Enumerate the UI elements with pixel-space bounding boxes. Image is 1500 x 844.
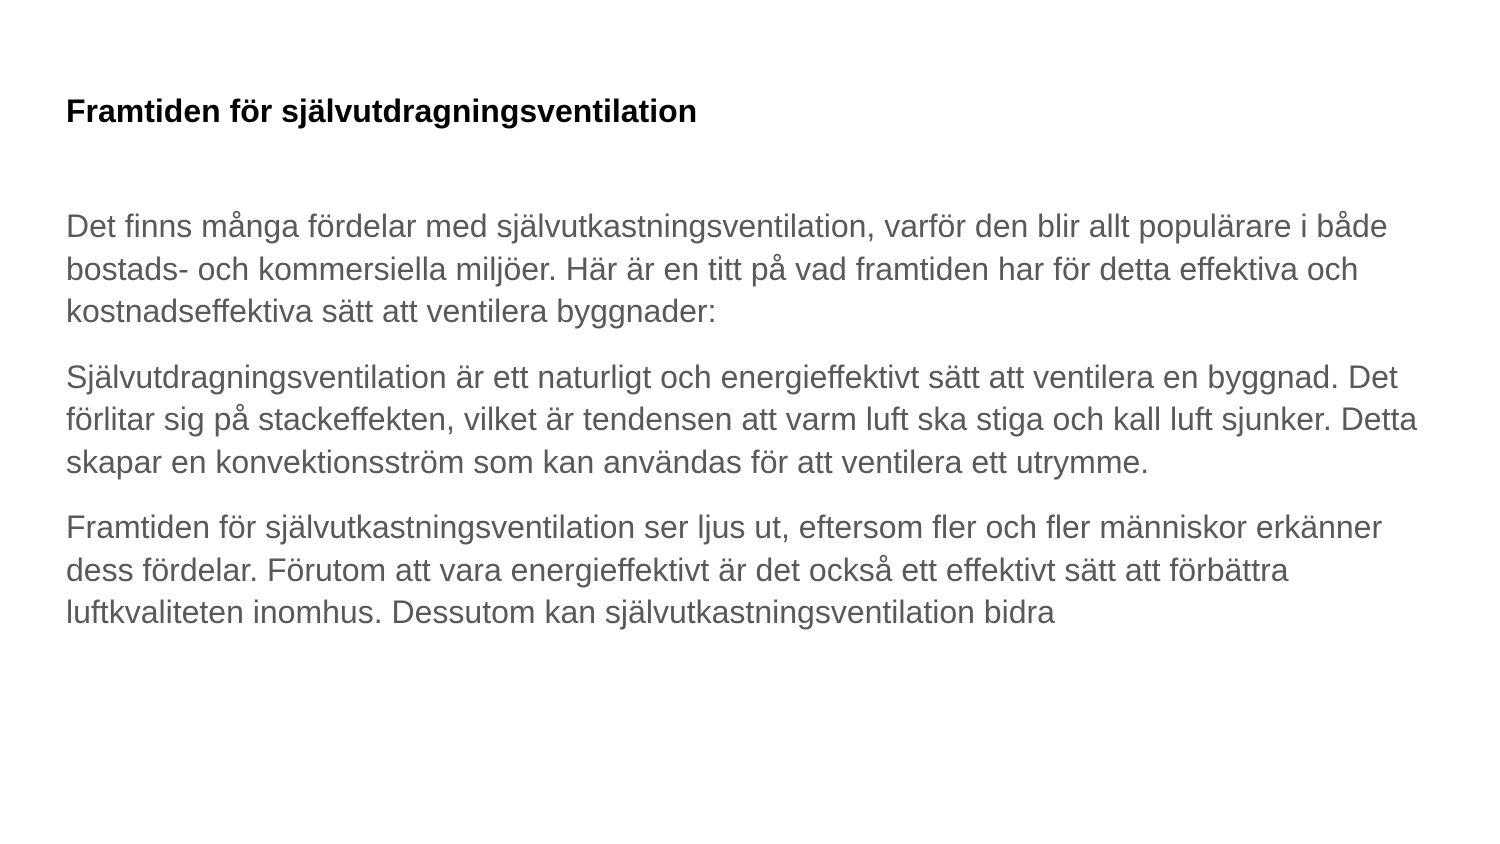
slide-title: Framtiden för självutdragningsventilation bbox=[66, 93, 698, 129]
paragraph-1: Det finns många fördelar med självutkastningsventilation, varför den blir allt populärare i både bostads- och kommersiella miljöer. Här är en titt på vad framtiden har för detta effektiva och kostnadseffektiva sätt att ventilera byggnader: bbox=[66, 208, 1388, 329]
slide-body bbox=[66, 205, 1436, 657]
paragraph-2: Självutdragningsventilation är ett naturligt och energieffektivt sätt att ventilera en byggnad. Det förlitar sig på stackeffekten, vilket är tendensen att varm luft ska stiga och kall luft sjunker. Detta skapar en konvektionsström som kan användas för att ventilera ett utrymme. bbox=[66, 358, 1418, 480]
paragraph-3: Framtiden för självutkastningsventilation ser ljus ut, eftersom fler och fler människor erkänner dess fördelar. Förutom att vara energieffektivt är det också ett effektivt sätt att förbättra luftkvaliteten inomhus. Dessutom kan självutkastningsventilation bidra bbox=[66, 509, 1383, 630]
